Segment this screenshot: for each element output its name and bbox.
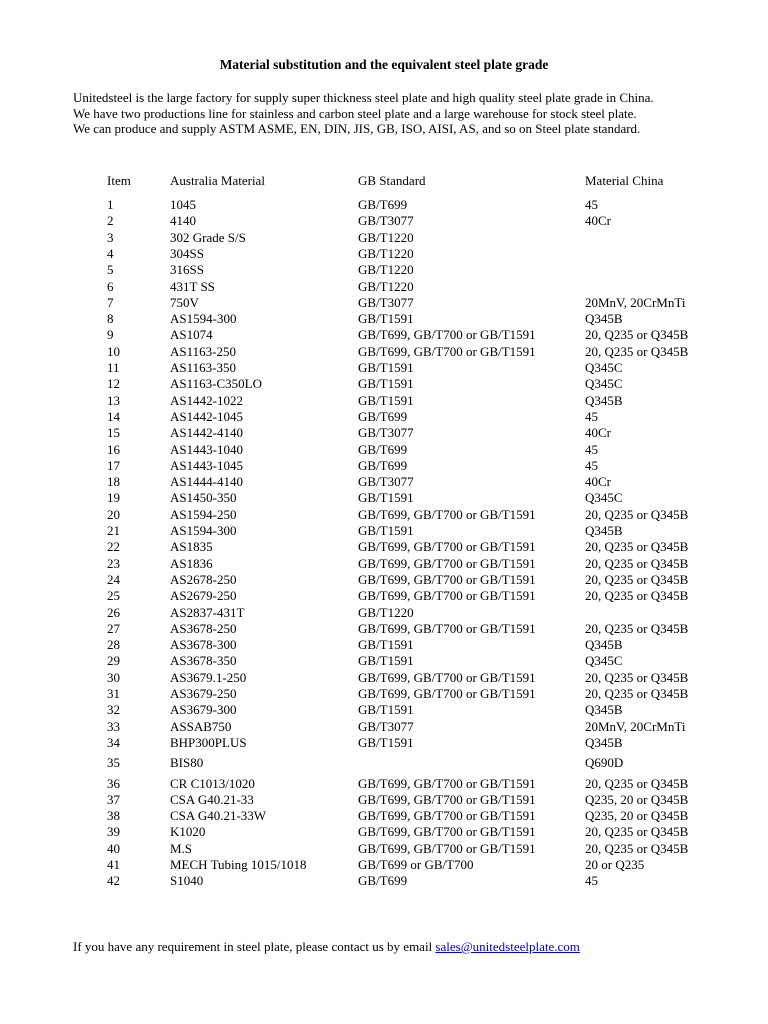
cell-item: 35 [107,755,120,771]
cell-material-china: 20MnV, 20CrMnTi [585,718,686,734]
cell-item: 27 [107,620,120,636]
table-row [0,776,768,792]
cell-material-china: Q235, 20 or Q345B [585,808,689,824]
cell-australia-material: AS1442-1022 [170,392,243,408]
cell-material-china: Q690D [585,755,624,771]
cell-gb-standard: GB/T699, GB/T700 or GB/T1591 [358,791,536,807]
table-row [0,755,768,771]
cell-item: 37 [107,791,120,807]
table-row [0,197,768,213]
cell-item: 26 [107,604,120,620]
cell-material-china: 20, Q235 or Q345B [585,539,689,555]
cell-gb-standard: GB/T3077 [358,425,414,441]
cell-material-china: 20, Q235 or Q345B [585,824,689,840]
table-row [0,702,768,718]
cell-australia-material: BIS80 [170,755,204,771]
cell-australia-material: MECH Tubing 1015/1018 [170,857,307,872]
cell-material-china: 20, Q235 or Q345B [585,555,689,571]
cell-item: 17 [107,457,120,473]
cell-gb-standard: GB/T699, GB/T700 or GB/T1591 [358,555,536,571]
cell-item: 38 [107,808,120,824]
cell-gb-standard: GB/T1591 [358,490,414,506]
table-row [0,523,768,539]
table-row [0,490,768,506]
table-row [0,857,768,873]
intro-paragraph [73,90,753,137]
table-row [0,230,768,246]
cell-australia-material: AS1594-300 [170,523,237,538]
table-row [0,588,768,604]
table-row [0,360,768,376]
cell-item: 5 [107,262,114,278]
cell-australia-material: AS1836 [170,555,213,571]
cell-australia-material: AS3679-300 [170,702,237,718]
cell-item: 6 [107,278,114,294]
cell-material-china: Q345C [585,490,623,506]
cell-material-china: 20MnV, 20CrMnTi [585,294,686,310]
cell-gb-standard: GB/T1220 [358,604,414,620]
cell-item: 34 [107,734,120,750]
cell-material-china: Q345B [585,392,623,408]
cell-australia-material: AS1163-C350LO [170,376,262,392]
cell-item: 7 [107,294,114,310]
cell-item: 41 [107,857,120,872]
cell-item: 2 [107,213,114,229]
table-row [0,621,768,637]
cell-australia-material: AS1443-1040 [170,441,243,457]
table-row [0,376,768,392]
cell-item: 28 [107,637,120,653]
cell-australia-material: AS1443-1045 [170,457,243,473]
cell-item: 33 [107,718,120,734]
table-row [0,670,768,686]
cell-material-china: Q235, 20 or Q345B [585,791,689,807]
intro-line: We have two productions line for stainless and carbon steel plate and a large warehouse for stock steel plate. [73,105,637,121]
table-row [0,556,768,572]
cell-material-china: 20, Q235 or Q345B [585,775,689,791]
cell-item: 20 [107,506,120,522]
cell-australia-material: AS1163-350 [170,360,236,375]
cell-gb-standard: GB/T1591 [358,523,414,538]
cell-material-china: 20, Q235 or Q345B [585,669,689,685]
cell-australia-material: AS1442-1045 [170,408,243,424]
footer-contact [73,939,580,955]
cell-gb-standard: GB/T699, GB/T700 or GB/T1591 [358,669,536,685]
cell-australia-material: ASSAB750 [170,718,232,734]
cell-gb-standard: GB/T1220 [358,245,414,261]
cell-item: 3 [107,229,114,245]
table-row [0,311,768,327]
cell-gb-standard: GB/T699 or GB/T700 [358,857,474,872]
cell-gb-standard: GB/T1591 [358,376,414,392]
cell-gb-standard: GB/T699, GB/T700 or GB/T1591 [358,808,536,824]
cell-australia-material: AS3679.1-250 [170,669,247,685]
cell-gb-standard: GB/T1591 [358,702,414,718]
cell-australia-material: AS3679-250 [170,686,237,701]
table-row [0,605,768,621]
cell-material-china: 45 [585,197,598,212]
cell-material-china: 20, Q235 or Q345B [585,343,689,359]
intro-line: We can produce and supply ASTM ASME, EN, DIN, JIS, GB, ISO, AISI, AS, and so on Steel plate standard. [73,121,641,136]
cell-item: 14 [107,408,120,424]
cell-gb-standard: GB/T699, GB/T700 or GB/T1591 [358,588,536,604]
cell-australia-material: 750V [170,294,199,310]
header-australia-material: Australia Material [170,173,265,188]
table-row [0,719,768,735]
cell-item: 36 [107,775,120,791]
table-row [0,442,768,458]
cell-australia-material: AS1835 [170,539,213,555]
cell-australia-material: CR C1013/1020 [170,775,255,791]
cell-gb-standard: GB/T1220 [358,262,414,278]
cell-australia-material: AS2678-250 [170,571,237,587]
cell-gb-standard: GB/T1591 [358,653,414,669]
footer-text: If you have any requirement in steel plate, please contact us by email [73,939,436,954]
cell-material-china: Q345B [585,734,623,750]
table-row [0,246,768,262]
cell-material-china: 40Cr [585,213,611,229]
cell-australia-material: AS1074 [170,327,213,343]
cell-gb-standard: GB/T699, GB/T700 or GB/T1591 [358,840,536,856]
cell-australia-material: AS1594-250 [170,506,237,522]
cell-item: 32 [107,702,120,718]
cell-material-china: 20, Q235 or Q345B [585,620,689,636]
cell-material-china: 20, Q235 or Q345B [585,840,689,856]
cell-gb-standard: GB/T699 [358,441,408,457]
cell-australia-material: K1020 [170,824,206,840]
cell-item: 24 [107,571,120,587]
cell-gb-standard: GB/T1591 [358,311,414,327]
table-row [0,458,768,474]
cell-gb-standard: GB/T699, GB/T700 or GB/T1591 [358,571,536,587]
cell-material-china: 40Cr [585,425,611,441]
cell-material-china: 40Cr [585,474,611,490]
table-row [0,792,768,808]
header-item: Item [107,173,131,188]
cell-gb-standard: GB/T1591 [358,734,414,750]
cell-australia-material: AS2837-431T [170,604,245,620]
cell-item: 8 [107,311,114,327]
cell-item: 22 [107,539,120,555]
cell-gb-standard: GB/T3077 [358,718,414,734]
cell-item: 30 [107,669,120,685]
cell-australia-material: 316SS [170,262,204,278]
cell-item: 42 [107,873,120,889]
cell-item: 19 [107,490,120,506]
table-row [0,262,768,278]
cell-item: 10 [107,343,120,359]
cell-gb-standard: GB/T699, GB/T700 or GB/T1591 [358,539,536,555]
table-row [0,686,768,702]
cell-australia-material: 431T SS [170,278,215,294]
cell-item: 31 [107,686,120,701]
cell-australia-material: AS3678-350 [170,653,237,669]
table-row [0,841,768,857]
cell-item: 40 [107,840,120,856]
cell-australia-material: BHP300PLUS [170,734,247,750]
cell-gb-standard: GB/T1591 [358,637,414,653]
cell-material-china: 20, Q235 or Q345B [585,327,689,343]
cell-gb-standard: GB/T699, GB/T700 or GB/T1591 [358,686,536,701]
cell-gb-standard: GB/T699 [358,408,408,424]
cell-australia-material: S1040 [170,873,204,889]
cell-item: 9 [107,327,114,343]
page-title: Material substitution and the equivalent steel plate grade [219,57,549,72]
table-row [0,539,768,555]
cell-material-china: Q345C [585,360,623,375]
cell-gb-standard: GB/T699, GB/T700 or GB/T1591 [358,824,536,840]
cell-material-china: 45 [585,408,598,424]
cell-item: 29 [107,653,120,669]
cell-material-china: 20, Q235 or Q345B [585,588,689,604]
table-row [0,735,768,751]
table-row [0,507,768,523]
cell-material-china: 45 [585,441,598,457]
cell-item: 23 [107,555,120,571]
table-row [0,344,768,360]
cell-gb-standard: GB/T699 [358,873,408,889]
header-gb-standard: GB Standard [358,173,426,188]
cell-australia-material: CSA G40.21-33W [170,808,267,824]
cell-material-china: Q345C [585,653,623,669]
cell-gb-standard: GB/T699, GB/T700 or GB/T1591 [358,343,536,359]
cell-item: 12 [107,376,120,392]
email-link[interactable]: sales@unitedsteelplate.com [435,939,580,954]
table-row [0,279,768,295]
table-row [0,425,768,441]
cell-australia-material: 304SS [170,245,204,261]
cell-item: 18 [107,474,120,490]
cell-australia-material: CSA G40.21-33 [170,791,254,807]
cell-material-china: Q345B [585,702,623,718]
table-row [0,393,768,409]
cell-gb-standard: GB/T1591 [358,392,414,408]
cell-gb-standard: GB/T1220 [358,278,414,294]
cell-australia-material: AS1594-300 [170,311,237,327]
cell-gb-standard: GB/T3077 [358,294,414,310]
cell-material-china: 45 [585,457,598,473]
table-row [0,873,768,889]
cell-australia-material: AS3678-250 [170,620,237,636]
cell-material-china: Q345B [585,523,623,538]
cell-gb-standard: GB/T699, GB/T700 or GB/T1591 [358,620,536,636]
cell-material-china: Q345B [585,637,623,653]
cell-australia-material: AS1444-4140 [170,474,243,490]
table-row [0,409,768,425]
table-row [0,474,768,490]
cell-item: 11 [107,360,120,375]
table-row [0,213,768,229]
cell-australia-material: 1045 [170,197,196,212]
cell-australia-material: AS1450-350 [170,490,237,506]
cell-gb-standard: GB/T699, GB/T700 or GB/T1591 [358,327,536,343]
cell-material-china: Q345B [585,311,623,327]
table-row [0,572,768,588]
cell-gb-standard: GB/T699 [358,457,408,473]
cell-australia-material: AS2679-250 [170,588,237,604]
cell-gb-standard: GB/T1220 [358,229,414,245]
cell-gb-standard: GB/T3077 [358,474,414,490]
cell-gb-standard: GB/T699, GB/T700 or GB/T1591 [358,775,536,791]
cell-australia-material: AS3678-300 [170,637,237,653]
table-row [0,824,768,840]
cell-australia-material: 302 Grade S/S [170,229,246,245]
table-row [0,653,768,669]
table-row [0,637,768,653]
cell-item: 1 [107,197,114,212]
cell-australia-material: AS1163-250 [170,343,236,359]
cell-gb-standard: GB/T1591 [358,360,414,375]
cell-gb-standard: GB/T699 [358,197,408,212]
cell-australia-material: AS1442-4140 [170,425,243,441]
cell-item: 25 [107,588,120,604]
cell-item: 4 [107,245,114,261]
cell-material-china: 20, Q235 or Q345B [585,506,689,522]
cell-item: 39 [107,824,120,840]
cell-item: 21 [107,523,120,538]
cell-material-china: 20, Q235 or Q345B [585,571,689,587]
cell-material-china: 20, Q235 or Q345B [585,686,689,701]
table-row [0,295,768,311]
cell-australia-material: 4140 [170,213,196,229]
cell-item: 16 [107,441,120,457]
table-row [0,327,768,343]
cell-australia-material: M.S [170,840,193,856]
intro-line: Unitedsteel is the large factory for supply super thickness steel plate and high quality steel plate grade in China. [73,90,654,105]
cell-item: 13 [107,392,120,408]
cell-gb-standard: GB/T699, GB/T700 or GB/T1591 [358,506,536,522]
cell-material-china: 20 or Q235 [585,857,645,872]
table-row [0,808,768,824]
cell-gb-standard: GB/T3077 [358,213,414,229]
cell-item: 15 [107,425,120,441]
header-material-china: Material China [585,173,664,188]
cell-material-china: Q345C [585,376,623,392]
cell-material-china: 45 [585,873,598,889]
